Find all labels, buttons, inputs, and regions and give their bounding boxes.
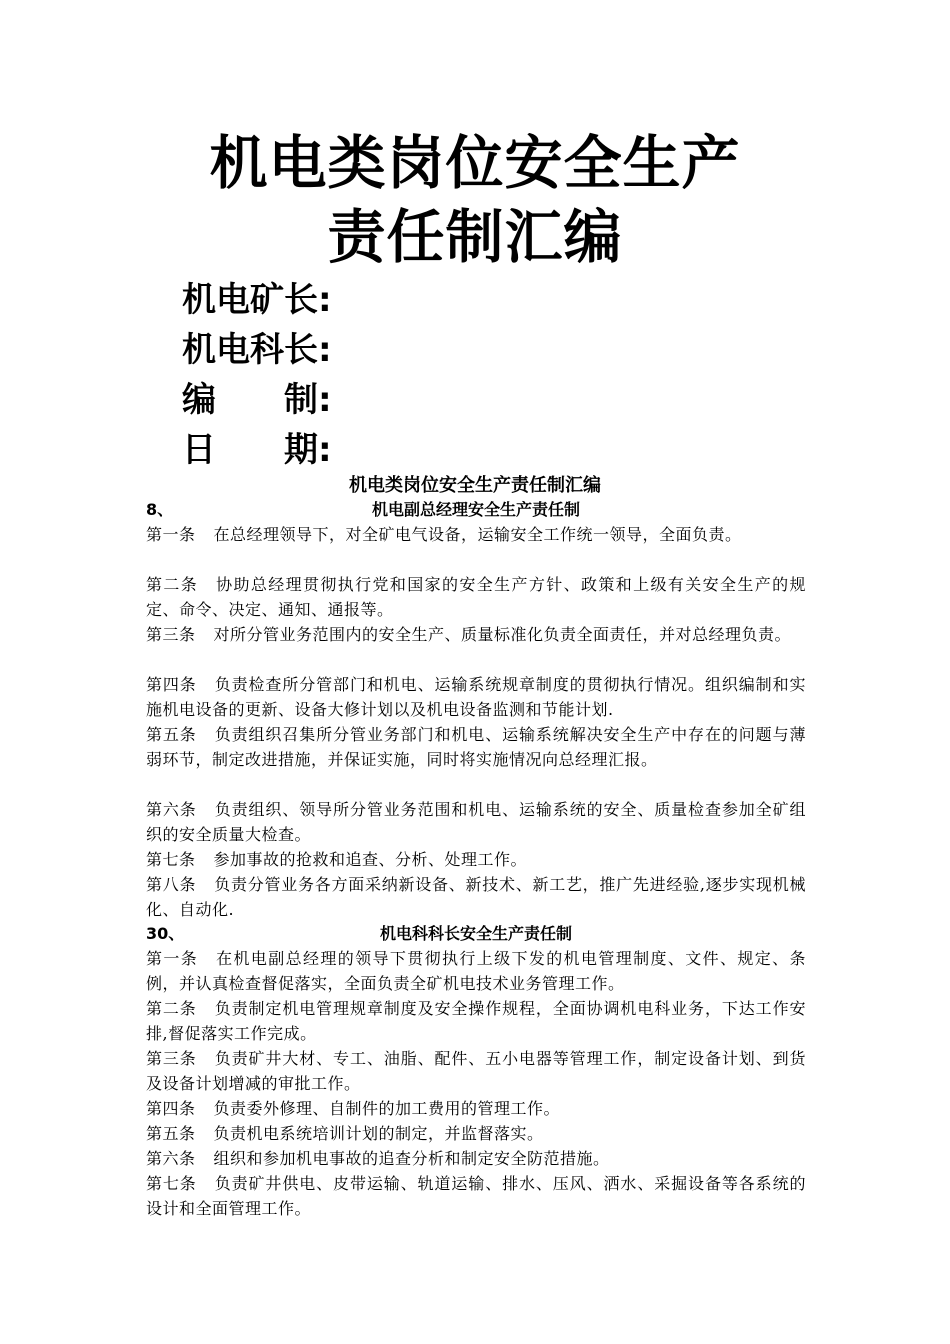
article (146, 1146, 806, 1171)
article-text: 在总经理领导下，对全矿电气设备，运输安全工作统一领导，全面负责。 (213, 525, 742, 544)
signature-colon: : (318, 330, 332, 370)
section-title: 机电科科长安全生产责任制 (379, 924, 572, 943)
article-number: 第三条 (146, 1049, 197, 1068)
article-number: 第六条 (146, 800, 197, 819)
article (146, 522, 806, 547)
article-text: 负责矿井大材、专工、油脂、配件、五小电器等管理工作，制定设备计划、到货及设备计划增减的审批工作。 (146, 1049, 806, 1093)
article (146, 847, 806, 872)
article-number: 第二条 (146, 999, 197, 1018)
article-text: 对所分管业务范围内的安全生产、质量标准化负责全面责任，并对总经理负责。 (213, 625, 792, 644)
article-text: 组织和参加机电事故的追查分析和制定安全防范措施。 (213, 1149, 610, 1168)
article (146, 872, 806, 922)
signature-label: 机电矿长 (182, 280, 318, 320)
signature-colon: : (318, 380, 332, 420)
article-text: 负责委外修理、自制件的加工费用的管理工作。 (213, 1099, 561, 1118)
signature-mine-director (182, 278, 332, 322)
article-number: 第四条 (146, 675, 197, 694)
article (146, 996, 806, 1046)
signature-colon: : (318, 280, 332, 320)
signature-compiler (182, 378, 332, 422)
article-number: 第三条 (146, 625, 196, 644)
article-text: 参加事故的抢救和追查、分析、处理工作。 (213, 850, 528, 869)
article-number: 第六条 (146, 1149, 196, 1168)
article (146, 1121, 806, 1146)
section-title: 机电副总经理安全生产责任制 (371, 500, 580, 519)
article-number: 第一条 (146, 525, 196, 544)
article (146, 1171, 806, 1221)
article-number: 第四条 (146, 1099, 196, 1118)
signature-date (182, 428, 332, 472)
article (146, 1046, 806, 1096)
article-text: 负责矿井供电、皮带运输、轨道运输、排水、压风、洒水、采掘设备等各系统的设计和全面管理工作。 (146, 1174, 806, 1218)
article-text: 负责分管业务各方面采纳新设备、新技术、新工艺，推广先进经验,逐步实现机械化、自动化. (146, 875, 806, 919)
article (146, 572, 806, 622)
article-number: 第五条 (146, 725, 197, 744)
signature-colon: : (318, 430, 332, 470)
article-number: 第五条 (146, 1124, 196, 1143)
signature-label: 编制 (182, 380, 318, 420)
article-text: 负责机电系统培训计划的制定，并监督落实。 (213, 1124, 544, 1143)
document-heading: 机电类岗位安全生产责任制汇编 (349, 475, 601, 496)
signature-label: 机电科长 (182, 330, 318, 370)
article-text: 负责检查所分管部门和机电、运输系统规章制度的贯彻执行情况。组织编制和实施机电设备的更新、设备大修计划以及机电设备监测和节能计划. (146, 675, 806, 719)
article-number: 第二条 (146, 575, 199, 594)
article-number: 第八条 (146, 875, 197, 894)
article (146, 1096, 806, 1121)
section-heading (146, 498, 806, 522)
article-text: 负责制定机电管理规章制度及安全操作规程，全面协调机电科业务，下达工作安排,督促落实工作完成。 (146, 999, 806, 1043)
article-number: 第七条 (146, 1174, 197, 1193)
article (146, 622, 806, 647)
article (146, 672, 806, 722)
section-heading (146, 922, 806, 946)
cover-title-line2: 责任制汇编 (327, 203, 623, 271)
article-text: 在机电副总经理的领导下贯彻执行上级下发的机电管理制度、文件、规定、条例，并认真检查督促落实，全面负责全矿机电技术业务管理工作。 (146, 949, 806, 993)
article (146, 946, 806, 996)
article-number: 第七条 (146, 850, 196, 869)
article-text: 协助总经理贯彻执行党和国家的安全生产方针、政策和上级有关安全生产的规定、命令、决定、通知、通报等。 (146, 575, 806, 619)
article (146, 797, 806, 847)
signature-label: 日期 (182, 430, 318, 470)
section-number: 30、 (146, 924, 185, 943)
article-number: 第一条 (146, 949, 199, 968)
article-text: 负责组织召集所分管业务部门和机电、运输系统解决安全生产中存在的问题与薄弱环节，制定改进措施，并保证实施，同时将实施情况向总经理汇报。 (146, 725, 806, 769)
section-number: 8、 (146, 500, 174, 519)
article (146, 722, 806, 772)
signature-section-chief (182, 328, 332, 372)
article-text: 负责组织、领导所分管业务范围和机电、运输系统的安全、质量检查参加全矿组织的安全质量大检查。 (146, 800, 806, 844)
cover-title-line1: 机电类岗位安全生产 (209, 129, 741, 197)
